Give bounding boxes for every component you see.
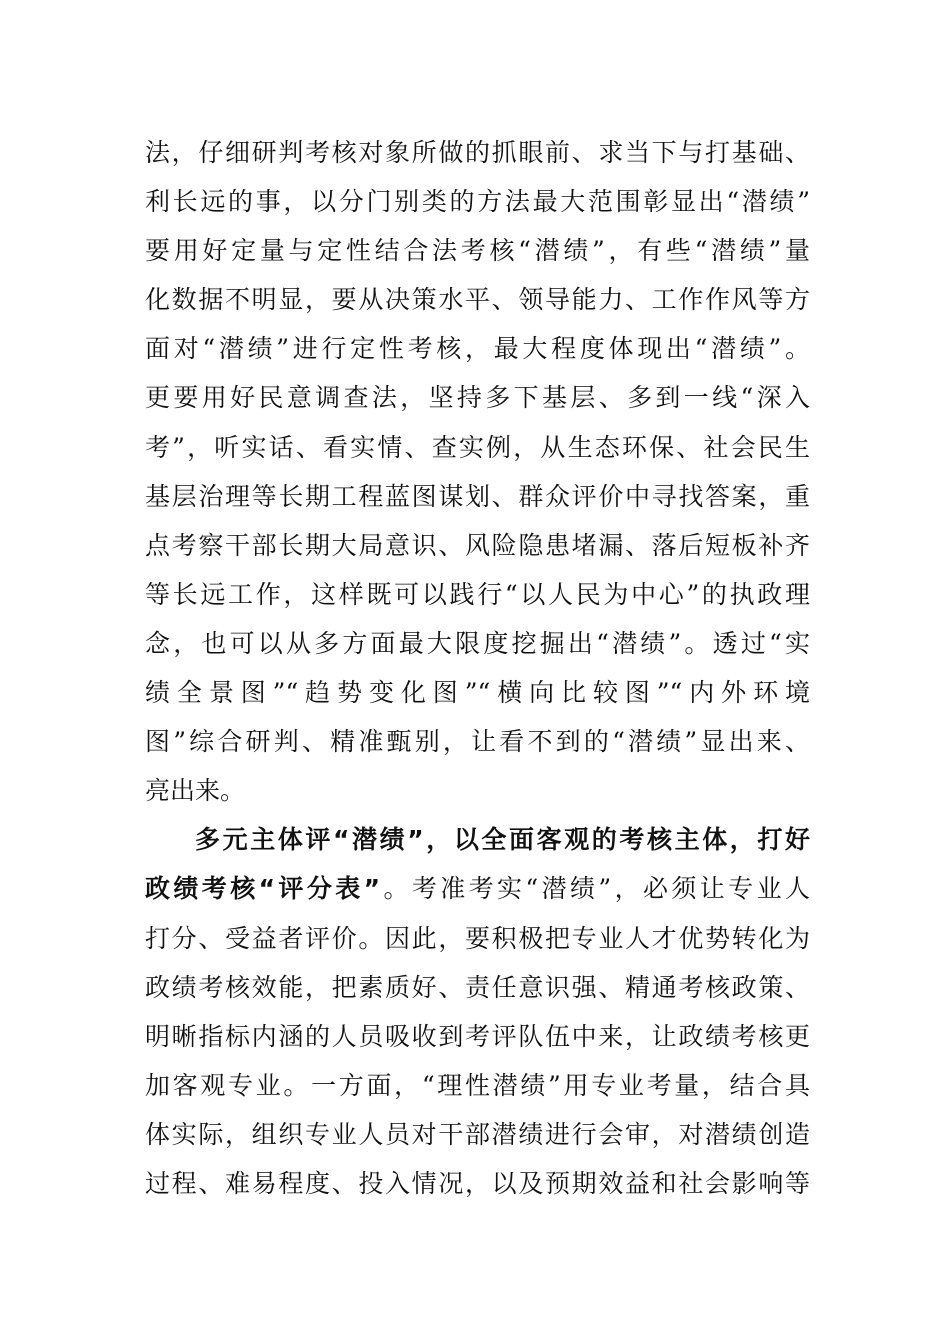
text-line: 加客观专业。一方面，“理性潜绩”用专业考量，结合具 xyxy=(145,1070,810,1100)
text-line: 点考察干部长期大局意识、风险隐患堵漏、落后短板补齐 xyxy=(145,530,810,560)
text-run: 。考准考实“潜绩”，必须让专业人 xyxy=(380,874,810,904)
text-line: 法，仔细研判考核对象所做的抓眼前、求当下与打基础、 xyxy=(145,138,810,167)
text-line: 等长远工作，这样既可以践行“以人民为中心”的执政理 xyxy=(145,579,810,609)
text-line: 明晰指标内涵的人员吸收到考评队伍中来，让政绩考核更 xyxy=(145,1021,810,1051)
section-heading-continued: 政绩考核“评分表” xyxy=(145,874,381,904)
text-line: 念，也可以从多方面最大限度挖掘出“潜绩”。透过“实 xyxy=(145,628,810,658)
text-line: 政绩考核效能，把素质好、责任意识强、精通考核政策、 xyxy=(145,972,810,1002)
text-line: 打分、受益者评价。因此，要积极把专业人才优势转化为 xyxy=(145,923,810,953)
text-line: 基层治理等长期工程蓝图谋划、群众评价中寻找答案，重 xyxy=(145,481,810,511)
section-heading: 多元主体评“潜绩”，以全面客观的考核主体，打好 xyxy=(195,825,810,855)
text-line: 要用好定量与定性结合法考核“潜绩”，有些“潜绩”量 xyxy=(145,236,810,266)
text-line: 更要用好民意调查法，坚持多下基层、多到一线“深入 xyxy=(145,383,810,413)
text-line: 利长远的事，以分门别类的方法最大范围彰显出“潜绩” xyxy=(145,187,810,217)
body-text xyxy=(145,128,810,1208)
text-line: 面对“潜绩”进行定性考核，最大程度体现出“潜绩”。 xyxy=(145,334,810,364)
text-line: 考”，听实话、看实情、查实例，从生态环保、社会民生 xyxy=(145,432,810,462)
paragraph-1 xyxy=(145,128,810,815)
text-line: 体实际，组织专业人员对干部潜绩进行会审，对潜绩创造 xyxy=(145,1119,810,1149)
text-line: 图”综合研判、精准甄别，让看不到的“潜绩”显出来、 xyxy=(145,727,810,757)
text-line xyxy=(145,864,810,913)
text-line xyxy=(145,815,810,864)
paragraph-2 xyxy=(145,815,810,1208)
text-line: 化数据不明显，要从决策水平、领导能力、工作作风等方 xyxy=(145,285,810,315)
text-line: 绩全景图”“趋势变化图”“横向比较图”“内外环境 xyxy=(145,678,810,708)
text-line: 过程、难易程度、投入情况，以及预期效益和社会影响等 xyxy=(145,1168,810,1198)
text-line: 亮出来。 xyxy=(145,776,246,806)
